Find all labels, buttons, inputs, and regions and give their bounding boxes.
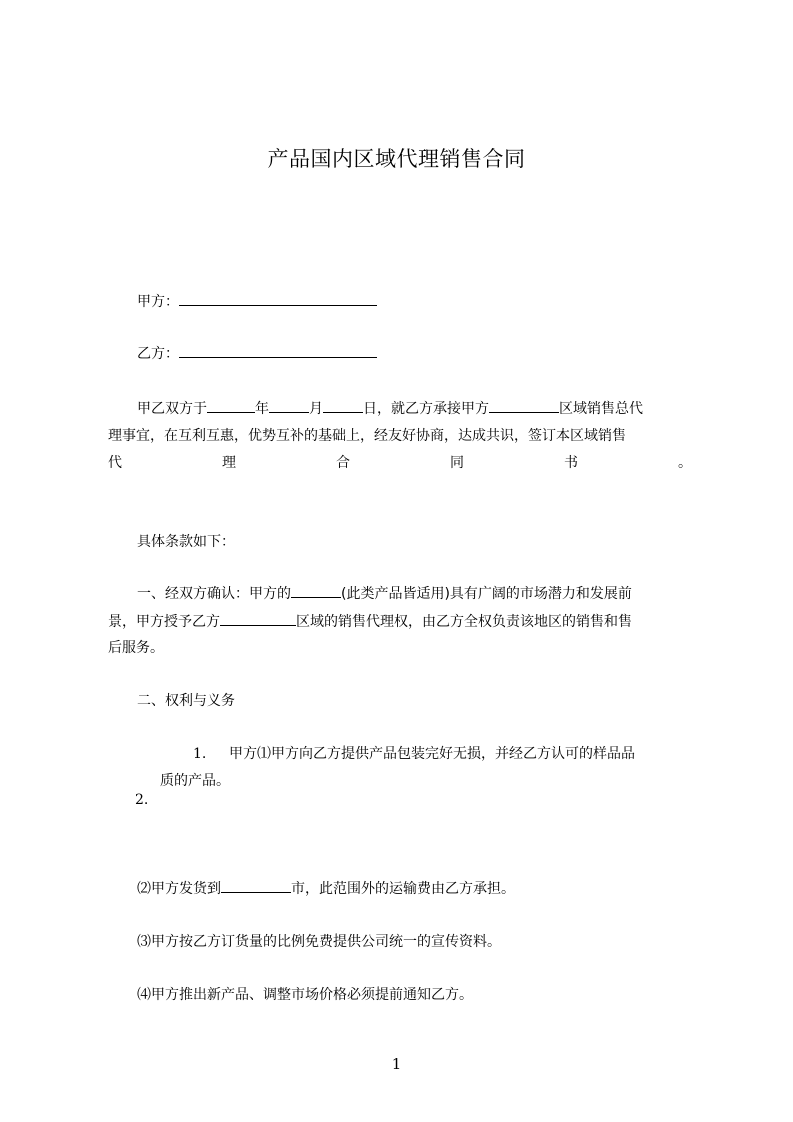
intro-text-2: 日，就乙方承接甲方 [363,401,489,417]
region-blank [489,398,559,413]
agency-region-blank [220,611,296,626]
list-number-2: 2. [135,792,149,808]
intro-char: 书 [564,455,578,471]
clause1-text-4: 区域的销售代理权，由乙方全权负责该地区的销售和售 [296,614,632,630]
list-number-1: 1. [193,746,207,762]
intro-line-1 [137,398,643,419]
intro-text-year: 年 [255,401,269,417]
list-item-1-line-2: 质的产品。 [160,773,230,789]
document-title: 产品国内区域代理销售合同 [267,147,526,171]
day-blank [323,398,363,413]
year-blank [207,398,255,413]
clause1-line-1 [137,583,632,604]
item-4-line: ⑷甲方推出新产品、调整市场价格必须提前通知乙方。 [137,987,473,1003]
item-2-line [137,878,515,899]
party-b-line [137,343,377,364]
party-b-label: 乙方： [137,346,179,362]
item2-text-1: ⑵甲方发货到 [137,881,221,897]
month-blank [269,398,309,413]
clause2-heading: 二、权利与义务 [137,693,235,709]
clause1-text-2: (此类产品皆适用)具有广阔的市场潜力和发展前 [341,586,632,602]
intro-char: 代 [108,455,122,471]
product-blank [291,583,341,598]
intro-text-3: 区域销售总代 [559,401,643,417]
page-number: 1 [391,1055,402,1073]
party-a-label: 甲方： [137,294,179,310]
clause1-line-3: 后服务。 [108,640,164,656]
intro-text-1: 甲乙双方于 [137,401,207,417]
clause1-text-1: 一、经双方确认：甲方的 [137,586,291,602]
intro-char: 同 [450,455,464,471]
intro-text-month: 月 [309,401,323,417]
terms-heading: 具体条款如下： [137,534,235,550]
item-3-line: ⑶甲方按乙方订货量的比例免费提供公司统一的宣传资料。 [137,934,501,950]
clause1-text-3: 景，甲方授予乙方 [108,614,220,630]
city-blank [221,878,291,893]
intro-line-3 [108,453,692,473]
party-a-line [137,291,377,312]
party-a-blank [179,291,377,306]
intro-line-2: 理事宜，在互利互惠，优势互补的基础上，经友好协商，达成共识，签订本区域销售 [108,428,626,444]
party-b-blank [179,343,377,358]
item2-text-2: 市，此范围外的运输费由乙方承担。 [291,881,515,897]
intro-char: 。 [678,455,692,471]
intro-char: 理 [222,455,236,471]
intro-char: 合 [336,455,350,471]
list-item-1-line-1: 甲方⑴甲方向乙方提供产品包装完好无损，并经乙方认可的样品品 [229,746,635,762]
clause1-line-2 [108,611,632,632]
